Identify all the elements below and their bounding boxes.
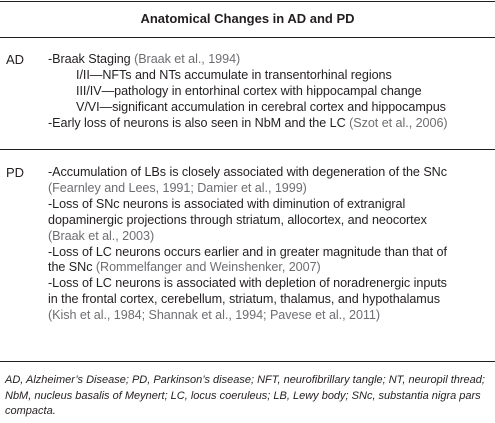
line-text: -Loss of LC neurons is associated with depletion of noradrenergic inputs <box>48 276 447 291</box>
pd-line-6 <box>48 245 491 261</box>
ad-line-stage-3-4 <box>48 84 491 100</box>
pd-line-3 <box>48 197 491 213</box>
pd-line-10 <box>48 308 491 324</box>
row-label-pd: PD <box>6 165 25 180</box>
pd-line-5 <box>48 229 491 245</box>
ad-line-early-loss <box>48 116 491 132</box>
citation: (Rommelfanger and Weinshenker, 2007) <box>95 260 321 275</box>
line-text: the SNc <box>48 260 96 275</box>
pd-line-7 <box>48 260 491 276</box>
citation: (Braak et al., 1994) <box>134 52 241 66</box>
ad-line-stage-1-2 <box>48 68 491 84</box>
line-text: -Early loss of neurons is also seen in NbM and the LC <box>48 115 350 130</box>
row-content-ad <box>48 52 491 132</box>
line-text: dopaminergic projections through striatum, allocortex, and neocortex <box>48 212 427 227</box>
line-text: V/VI—significant accumulation in cerebral cortex and hippocampus <box>76 99 446 114</box>
line-text: III/IV—pathology in entorhinal cortex with hippocampal change <box>76 83 422 98</box>
top-rule <box>0 1 495 2</box>
row-content-pd <box>48 165 491 324</box>
row-label-ad: AD <box>6 52 25 67</box>
bottom-rule <box>0 361 495 362</box>
pd-line-4 <box>48 213 491 229</box>
line-text: -Accumulation of LBs is closely associated with degeneration of the SNc <box>48 165 447 179</box>
line-text: -Loss of LC neurons occurs earlier and in greater magnitude than that of <box>48 244 447 259</box>
pd-line-2 <box>48 181 491 197</box>
citation: (Kish et al., 1984; Shannak et al., 1994; Pavese et al., 2011) <box>48 308 381 323</box>
line-text: -Braak Staging <box>48 52 135 66</box>
header-rule <box>0 37 495 38</box>
line-text: in the frontal cortex, cerebellum, striatum, thalamus, and hypothalamus <box>48 292 440 307</box>
ad-line-braak-staging <box>48 52 491 68</box>
row-divider <box>0 149 495 150</box>
ad-line-stage-5-6 <box>48 100 491 116</box>
table-title: Anatomical Changes in AD and PD <box>140 11 355 26</box>
pd-line-9 <box>48 292 491 308</box>
citation: (Szot et al., 2006) <box>349 115 448 130</box>
pd-line-1 <box>48 165 491 181</box>
line-text: I/II—NFTs and NTs accumulate in transentorhinal regions <box>76 67 392 82</box>
citation: (Braak et al., 2003) <box>48 228 155 243</box>
pd-line-8 <box>48 276 491 292</box>
line-text: -Loss of SNc neurons is associated with diminution of extranigral <box>48 196 406 211</box>
table-footnote: AD, Alzheimer’s Disease; PD, Parkinson’s disease; NFT, neurofibrillary tangle; NT, neuropil thread; NbM, nucleus basalis of Meynert; LC, locus coeruleus; LB, Lewy body; SNc, substantia nigra pars compacta. <box>5 374 485 417</box>
citation: (Fearnley and Lees, 1991; Damier et al., 1999) <box>48 180 307 195</box>
